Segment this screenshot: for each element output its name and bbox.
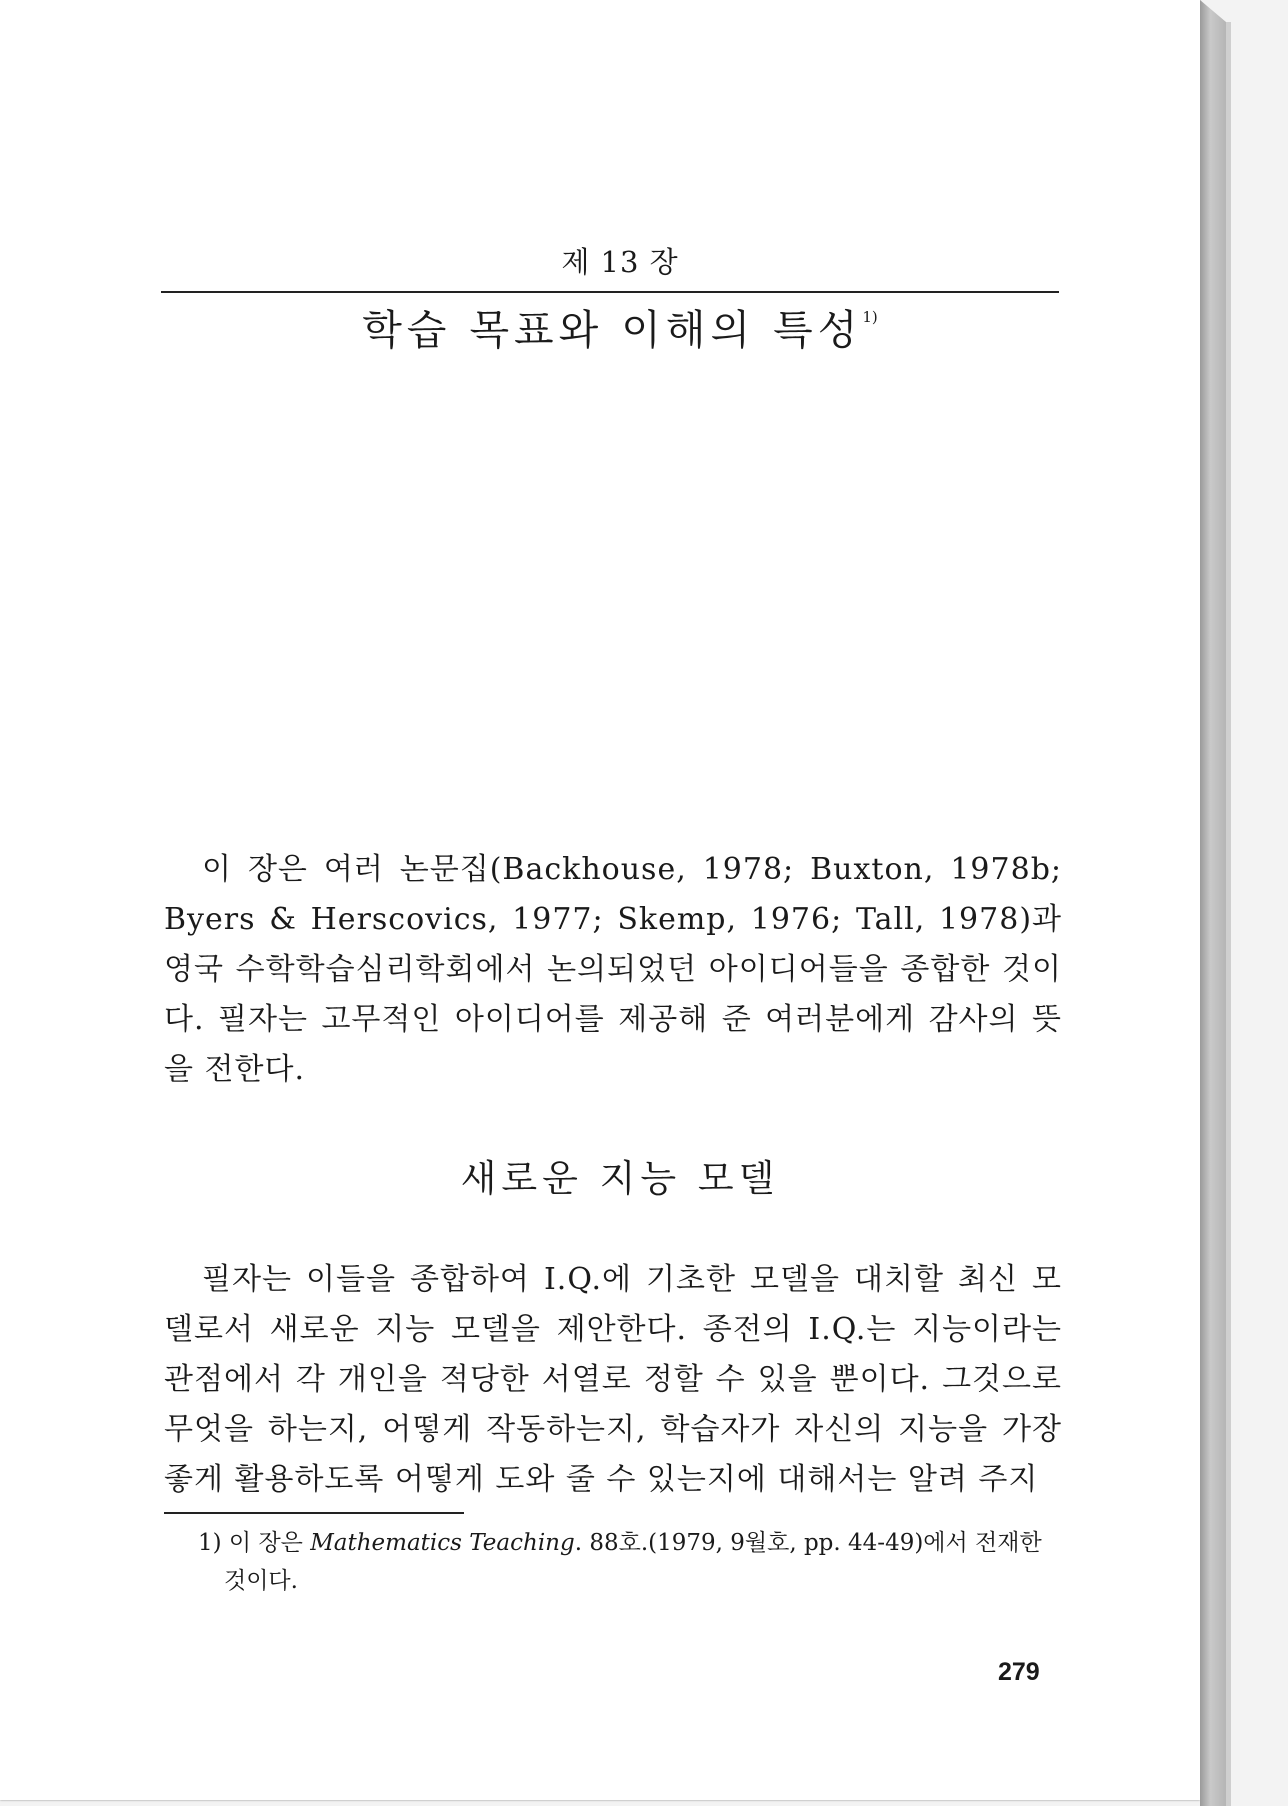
page-edge-shadow xyxy=(1226,22,1231,1806)
footnote-divider xyxy=(164,1512,464,1514)
footnote-reference: 1) xyxy=(862,308,878,326)
section-heading: 새로운 지능 모델 xyxy=(460,1157,780,1200)
footnote-text-before: 이 장은 xyxy=(228,1530,303,1556)
footnote-text-after: . 88호.(1979, 9월호, pp. 44-49)에서 전재한 xyxy=(574,1530,1042,1556)
chapter-number: 제 13 장 xyxy=(561,245,679,279)
chapter-title xyxy=(0,297,1240,356)
page-stack-edge xyxy=(1200,0,1226,1806)
footnote-marker: 1) xyxy=(198,1530,222,1556)
footnote xyxy=(198,1524,1066,1600)
intro-paragraph: 이 장은 여러 논문집(Backhouse, 1978; Buxton, 1978b; Byers & Herscovics, 1977; Skemp, 1976; Tall, 1978)과 영국 수학학습심리학회에서 논의되었던 아이디어들을 종합한 것이다. 필자는 고무적인 아이디어를 제공해 준 여러분에게 감사의 뜻을 전한다. xyxy=(164,852,1062,1087)
chapter-title-text: 학습 목표와 이해의 특성 xyxy=(362,306,863,354)
chapter-divider xyxy=(161,291,1059,293)
footnote-journal: Mathematics Teaching xyxy=(310,1530,575,1556)
footnote-continuation: 것이다. xyxy=(224,1568,298,1594)
body-paragraph: 필자는 이들을 종합하여 I.Q.에 기초한 모델을 대치할 최신 모델로서 새로운 지능 모델을 제안한다. 종전의 I.Q.는 지능이라는 관점에서 각 개인을 적당한 서열로 정할 수 있을 뿐이다. 그것으로 무엇을 하는지, 어떻게 작동하는지, 학습자가 자신의 지능을 가장 좋게 활용하도록 어떻게 도와 줄 수 있는지에 대해서는 알려 주지 xyxy=(164,1262,1062,1497)
page-number: 279 xyxy=(998,1658,1040,1686)
